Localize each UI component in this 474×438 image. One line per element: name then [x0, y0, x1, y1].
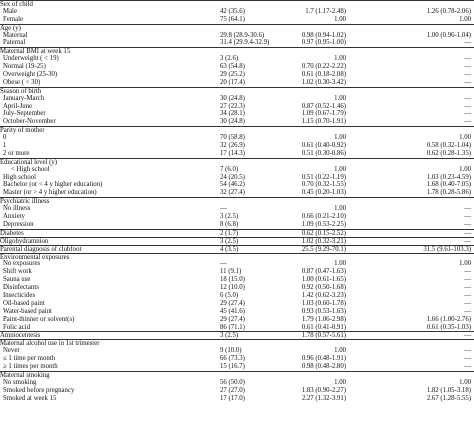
cell-unadjusted-or: 1.78 (0.57-5.61) [301, 332, 346, 340]
cell-adjusted-or: — [464, 213, 471, 221]
cell-adjusted-or: 1.03 (0.23-4.59) [426, 173, 471, 181]
table-row [0, 379, 474, 387]
cell-adjusted-or: — [464, 229, 471, 237]
cell-cases: 42 (35.6) [220, 7, 245, 15]
cell-unadjusted-or: 1.00 [334, 94, 346, 102]
table-row [0, 118, 474, 126]
cell-cases: 54 (46.2) [220, 181, 245, 189]
cell-unadjusted-or: 0.87 (0.47-1.63) [301, 268, 346, 276]
table-row [0, 308, 474, 316]
cell-unadjusted-or: 1.7 (1.17-2.48) [305, 7, 346, 15]
row-label: < High school [11, 165, 50, 173]
cell-cases: 15 (16.7) [220, 362, 245, 370]
cell-cases: 7 (6.0) [220, 165, 239, 173]
table-row [0, 55, 474, 63]
table-row [0, 300, 474, 308]
cell-adjusted-or: — [464, 284, 471, 292]
cell-cases: 9 (10.0) [220, 347, 242, 355]
cell-adjusted-or: 1.00 [459, 15, 471, 23]
row-label: Smoked before pregnancy [3, 386, 75, 394]
cell-adjusted-or: — [464, 332, 471, 340]
cell-adjusted-or: 0.58 (0.32-1.04) [426, 142, 471, 150]
row-label: Master (or > 4 y higher education) [3, 189, 97, 197]
cell-cases: 12 (10.0) [220, 284, 245, 292]
cell-unadjusted-or: 1.00 (0.61-1.65) [301, 276, 346, 284]
cell-cases: 27 (27.0) [220, 386, 245, 394]
row-label: July-September [3, 110, 46, 118]
table-row [0, 276, 474, 284]
row-label: Season of birth [0, 87, 42, 95]
cell-unadjusted-or: 0.51 (0.22-1.19) [301, 173, 346, 181]
cell-unadjusted-or: 0.97 (0.95-1.00) [301, 39, 346, 47]
table-row [0, 268, 474, 276]
table-row [0, 79, 474, 87]
table-section-row [0, 24, 474, 32]
row-label: Maternal BMI at week 15 [0, 48, 71, 56]
cell-cases: — [220, 260, 227, 268]
cell-adjusted-or: — [464, 118, 471, 126]
table-row [0, 142, 474, 150]
cell-adjusted-or: 0.61 (0.35-1.03) [426, 323, 471, 331]
cell-unadjusted-or: 0.62 (0.15-2.52) [301, 229, 346, 237]
cell-cases: 30 (24.8) [220, 94, 245, 102]
row-label: Overweight (25-30) [3, 71, 58, 79]
row-label: Female [3, 15, 24, 23]
cell-adjusted-or: 2.67 (1.28-5.55) [426, 394, 471, 402]
table-row [0, 221, 474, 229]
row-label: No illness [3, 205, 31, 213]
table-section-row [0, 237, 474, 245]
table-row [0, 150, 474, 158]
row-label: No exposures [3, 260, 41, 268]
row-label: Sauna use [3, 276, 31, 284]
row-label: High school [3, 173, 37, 181]
cell-cases: 27 (22.3) [220, 102, 245, 110]
row-label: Never [3, 347, 20, 355]
cell-cases: 3 (2.6) [220, 55, 239, 63]
row-label: No smoking [3, 378, 37, 386]
row-label: Maternal smoking [0, 371, 50, 379]
cell-unadjusted-or: 0.61 (0.41-0.91) [301, 323, 346, 331]
table-section-row [0, 339, 474, 347]
table-row [0, 355, 474, 363]
cell-cases: 29.8 (28.9-30.6) [220, 31, 265, 39]
cell-cases: 3 (2.5) [220, 237, 239, 245]
cell-cases: 45 (41.6) [220, 307, 245, 315]
cell-cases: 3 (2.5) [220, 332, 239, 340]
cell-unadjusted-or: 1.00 [334, 378, 346, 386]
cell-unadjusted-or: 0.70 (0.22-2.22) [301, 63, 346, 71]
cell-cases: 56 (50.0) [220, 378, 245, 386]
table-row [0, 103, 474, 111]
row-label: Psychiatric illness [0, 198, 50, 206]
cell-adjusted-or: — [464, 299, 471, 307]
cell-cases: 86 (71.1) [220, 323, 245, 331]
row-label: Paternal [3, 39, 26, 47]
row-label: Educational level (y) [0, 158, 57, 166]
cell-unadjusted-or: 1.00 [334, 134, 346, 142]
cell-unadjusted-or: 1.83 (0.90-2.27) [301, 386, 346, 394]
table-row [0, 166, 474, 174]
row-label: Age (y) [0, 24, 21, 32]
row-label: January-March [3, 94, 45, 102]
table-row [0, 316, 474, 324]
cell-adjusted-or: — [464, 276, 471, 284]
row-label: Obese ( < 30) [3, 78, 41, 86]
cell-adjusted-or: — [464, 205, 471, 213]
cell-unadjusted-or: 1.02 (0.32-3.21) [301, 237, 346, 245]
cell-unadjusted-or: 0.87 (0.52-1.46) [301, 102, 346, 110]
cell-cases: 34 (28.1) [220, 110, 245, 118]
table-row [0, 347, 474, 355]
table-section-row [0, 371, 474, 379]
cell-unadjusted-or: 1.00 [334, 347, 346, 355]
table-row [0, 213, 474, 221]
cell-unadjusted-or: 0.61 (0.18-2.08) [301, 71, 346, 79]
cell-cases: 29 (27.4) [220, 315, 245, 323]
row-label: April-June [3, 102, 33, 110]
cell-cases: 11 (9.1) [220, 268, 242, 276]
cell-unadjusted-or: 0.93 (0.53-1.63) [301, 307, 346, 315]
cell-adjusted-or: 31.5 (9.61-103.3) [423, 245, 471, 253]
row-label: 2 or more [3, 149, 30, 157]
cell-cases: 66 (73.3) [220, 355, 245, 363]
row-label: Smoked at week 15 [3, 394, 57, 402]
cell-adjusted-or: — [464, 362, 471, 370]
row-label: 0 [3, 134, 7, 142]
table-row [0, 32, 474, 40]
cell-cases: 17 (17.0) [220, 394, 245, 402]
cell-adjusted-or: 1.00 (0.96-1.04) [426, 31, 471, 39]
table-section-row [0, 253, 474, 261]
cell-unadjusted-or: 1.15 (0.70-1.91) [301, 118, 346, 126]
table-row [0, 63, 474, 71]
table-section-row [0, 87, 474, 95]
table-row [0, 16, 474, 24]
cell-adjusted-or: 1.00 [459, 378, 471, 386]
table-row [0, 284, 474, 292]
cell-unadjusted-or: 1.09 (0.53-2.25) [301, 220, 346, 228]
row-label: Bachelor (or < 4 y higher education) [3, 181, 103, 189]
row-label: Parental diagnosis of clubfoot [0, 245, 82, 253]
cell-cases: 30 (24.8) [220, 118, 245, 126]
table-row [0, 134, 474, 142]
cell-adjusted-or: — [464, 307, 471, 315]
cell-unadjusted-or: 0.45 (0.20-1.03) [301, 189, 346, 197]
row-label: 1 [3, 142, 7, 150]
table-row [0, 260, 474, 268]
cell-adjusted-or: 1.68 (0.40-7.05) [426, 181, 471, 189]
row-label: Oil-based paint [3, 299, 45, 307]
cell-adjusted-or: 1.82 (1.05-3.18) [426, 386, 471, 394]
cell-unadjusted-or: 0.61 (0.40-0.92) [301, 142, 346, 150]
cell-adjusted-or: 1.00 [459, 134, 471, 142]
row-label: Underweight ( < 19) [3, 55, 59, 63]
cell-adjusted-or: — [464, 237, 471, 245]
row-label: Maternal alcohol use in 1st trimester [0, 340, 100, 348]
cell-adjusted-or: — [464, 94, 471, 102]
cell-cases: 17 (14.3) [220, 149, 245, 157]
cell-adjusted-or: — [464, 268, 471, 276]
row-label: Disinfectants [3, 284, 39, 292]
row-label: Water-based paint [3, 307, 52, 315]
table-section-row [0, 331, 474, 339]
table-row [0, 39, 474, 47]
table-row [0, 324, 474, 332]
cell-unadjusted-or: 0.66 (0.21-2.10) [301, 213, 346, 221]
cell-cases: 18 (15.0) [220, 276, 245, 284]
row-label: Environmental exposures [0, 253, 70, 261]
cell-adjusted-or: — [464, 220, 471, 228]
table-row [0, 174, 474, 182]
row-label: Normal (19-25) [3, 63, 46, 71]
cell-unadjusted-or: 0.70 (0.32-1.55) [301, 181, 346, 189]
cell-adjusted-or: — [464, 110, 471, 118]
cell-cases: 3 (2.5) [220, 213, 239, 221]
row-label: Maternal [3, 31, 28, 39]
cell-adjusted-or: 0.62 (0.28-1.35) [426, 149, 471, 157]
row-label: Depression [3, 220, 34, 228]
table-row [0, 181, 474, 189]
table-section-row [0, 245, 474, 253]
table-row [0, 8, 474, 16]
cell-adjusted-or: — [464, 55, 471, 63]
cell-adjusted-or: 1.00 [459, 165, 471, 173]
cell-adjusted-or: — [464, 71, 471, 79]
row-label: Anxiety [3, 213, 25, 221]
cell-cases: 29 (27.4) [220, 299, 245, 307]
cell-cases: 32 (26.9) [220, 142, 245, 150]
cell-unadjusted-or: 0.51 (0.30-0.86) [301, 149, 346, 157]
cell-unadjusted-or: 1.09 (0.67-1.79) [301, 110, 346, 118]
cell-cases: 63 (54.8) [220, 63, 245, 71]
table-section-row [0, 0, 474, 8]
table-section-row [0, 229, 474, 237]
cell-unadjusted-or: 1.03 (0.60-1.78) [301, 299, 346, 307]
table-row [0, 363, 474, 371]
cell-adjusted-or: — [464, 347, 471, 355]
cell-cases: — [220, 205, 227, 213]
row-label: Amniocentesis [0, 332, 41, 340]
cell-unadjusted-or: 25.5 (9.29-70.1) [301, 245, 346, 253]
cell-adjusted-or: — [464, 78, 471, 86]
table-row [0, 95, 474, 103]
cell-unadjusted-or: 1.00 [334, 165, 346, 173]
cell-cases: 32 (27.4) [220, 189, 245, 197]
cell-cases: 8 (6.8) [220, 220, 239, 228]
cell-unadjusted-or: 1.00 [334, 15, 346, 23]
cell-cases: 4 (3.5) [220, 245, 239, 253]
cell-unadjusted-or: 0.92 (0.50-1.68) [301, 284, 346, 292]
row-label: Sex of child [0, 1, 33, 8]
row-label: October-November [3, 118, 56, 126]
cell-unadjusted-or: 1.42 (0.62-3.23) [301, 291, 346, 299]
cell-unadjusted-or: 0.98 (0.48-2.80) [301, 362, 346, 370]
cell-adjusted-or: 1.26 (0.78-2.06) [426, 7, 471, 15]
cell-cases: 6 (5.0) [220, 291, 239, 299]
table-row [0, 189, 474, 197]
cell-cases: 31.4 (29.9.4-32.9) [220, 39, 270, 47]
cell-cases: 75 (64.1) [220, 15, 245, 23]
cell-unadjusted-or: 0.98 (0.94-1.02) [301, 31, 346, 39]
row-label: Oligohydramnion [0, 237, 49, 245]
row-label: Folic acid [3, 323, 30, 331]
table-row [0, 395, 474, 403]
cell-unadjusted-or: 1.00 [334, 260, 346, 268]
cell-adjusted-or: — [464, 102, 471, 110]
cell-unadjusted-or: 1.00 [334, 205, 346, 213]
table-row [0, 292, 474, 300]
cell-adjusted-or: 1.00 [459, 260, 471, 268]
cell-adjusted-or: 1.66 (1.00-2.76) [426, 315, 471, 323]
cell-adjusted-or: — [464, 355, 471, 363]
cell-cases: 70 (58.8) [220, 134, 245, 142]
cell-unadjusted-or: 0.96 (0.48-1.91) [301, 355, 346, 363]
table-row [0, 387, 474, 395]
cell-cases: 2 (1.7) [220, 229, 239, 237]
table-section-row [0, 126, 474, 134]
cell-unadjusted-or: 1.02 (0.30-3.42) [301, 78, 346, 86]
row-label: ≤ 1 time per month [3, 355, 56, 363]
cell-adjusted-or: 1.78 (0.28-5.86) [426, 189, 471, 197]
table-row [0, 110, 474, 118]
table-row [0, 71, 474, 79]
cell-unadjusted-or: 1.79 (1.06-2.98) [301, 315, 346, 323]
cell-cases: 20 (17.4) [220, 78, 245, 86]
cell-adjusted-or: — [464, 291, 471, 299]
cell-unadjusted-or: 2.27 (1.32-3.91) [301, 394, 346, 402]
row-label: Shift work [3, 268, 32, 276]
cell-unadjusted-or: 1.00 [334, 55, 346, 63]
cell-adjusted-or: — [464, 63, 471, 71]
table-section-row [0, 197, 474, 205]
row-label: Male [3, 7, 17, 15]
cell-adjusted-or: — [464, 39, 471, 47]
table-row [0, 205, 474, 213]
row-label: Paint-thinner or solvent(s) [3, 315, 75, 323]
cell-cases: 24 (20.5) [220, 173, 245, 181]
table-section-row [0, 47, 474, 55]
row-label: Parity of mother [0, 127, 45, 135]
table-section-row [0, 158, 474, 166]
row-label: Insecticides [3, 291, 36, 299]
row-label: Diabetes [0, 229, 24, 237]
row-label: ≥ 1 times per month [3, 362, 58, 370]
cell-cases: 29 (25.2) [220, 71, 245, 79]
